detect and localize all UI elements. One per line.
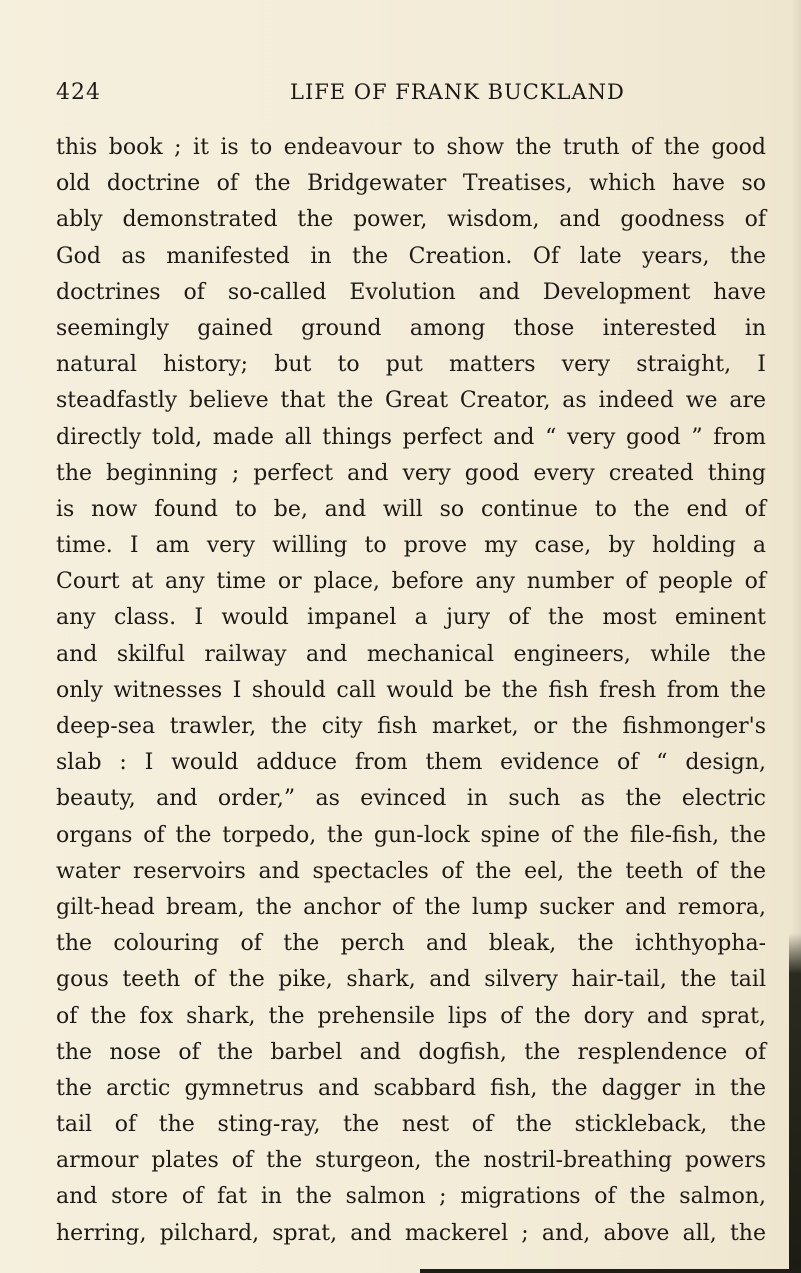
running-head: LIFE OF FRANK BUCKLAND xyxy=(290,80,625,104)
text-line: the nose of the barbel and dogfish, the resplendence of xyxy=(56,1039,766,1065)
text-line: natural history; but to put matters very straight, I xyxy=(56,352,766,378)
scan-edge-mark xyxy=(789,933,801,1273)
text-line: beauty, and order,” as evinced in such as the electric xyxy=(56,786,766,812)
text-line: herring, pilchard, sprat, and mackerel ; and, above all, the xyxy=(56,1220,766,1246)
text-line: and skilful railway and mechanical engineers, while the xyxy=(56,641,766,667)
text-line: organs of the torpedo, the gun-lock spine of the file-fish, the xyxy=(56,822,766,848)
text-line: only witnesses I should call would be the fish fresh from the xyxy=(56,677,766,703)
text-line: directly told, made all things perfect and “ very good ” from xyxy=(56,424,766,450)
page-number: 424 xyxy=(56,80,101,105)
body-text xyxy=(56,130,766,1252)
text-line: old doctrine of the Bridgewater Treatises, which have so xyxy=(56,171,766,197)
text-line: of the fox shark, the prehensile lips of the dory and sprat, xyxy=(56,1003,766,1029)
text-line: deep-sea trawler, the city fish market, or the fishmonger's xyxy=(56,714,766,739)
text-line: the arctic gymnetrus and scabbard fish, the dagger in the xyxy=(56,1075,766,1101)
text-line: gilt-head bream, the anchor of the lump sucker and remora, xyxy=(56,894,766,920)
text-line: gous teeth of the pike, shark, and silvery hair-tail, the tail xyxy=(56,967,766,993)
scan-bottom-edge xyxy=(420,1269,801,1273)
text-line: ably demonstrated the power, wisdom, and goodness of xyxy=(56,207,766,233)
text-line: doctrines of so-called Evolution and Development have xyxy=(56,279,766,305)
text-line: slab : I would adduce from them evidence of “ design, xyxy=(56,750,766,776)
text-line: God as manifested in the Creation. Of late years, the xyxy=(56,243,766,269)
text-line: is now found to be, and will so continue to the end of xyxy=(56,496,766,522)
page-header xyxy=(56,80,756,120)
text-line: Court at any time or place, before any number of people of xyxy=(56,569,766,595)
text-line: water reservoirs and spectacles of the eel, the teeth of the xyxy=(56,858,766,884)
text-line: steadfastly believe that the Great Creator, as indeed we are xyxy=(56,388,766,414)
text-line: this book ; it is to endeavour to show the truth of the good xyxy=(56,135,766,160)
text-line: any class. I would impanel a jury of the most eminent xyxy=(56,605,766,631)
text-line: time. I am very willing to prove my case, by holding a xyxy=(56,533,766,559)
text-line: the beginning ; perfect and very good every created thing xyxy=(56,460,766,486)
text-line: seemingly gained ground among those interested in xyxy=(56,315,766,341)
text-line: armour plates of the sturgeon, the nostril-breathing powers xyxy=(56,1148,766,1174)
text-line: tail of the sting-ray, the nest of the stickleback, the xyxy=(56,1112,766,1138)
text-line: the colouring of the perch and bleak, the ichthyopha- xyxy=(56,931,766,957)
text-line: and store of fat in the salmon ; migrations of the salmon, xyxy=(56,1184,766,1210)
